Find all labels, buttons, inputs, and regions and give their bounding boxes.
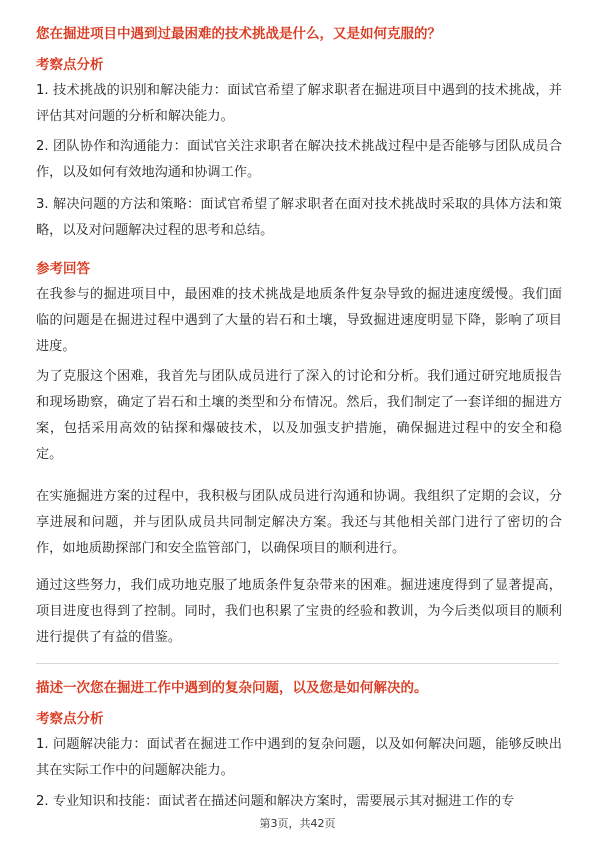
section-divider bbox=[36, 663, 559, 664]
answer-paragraph-4: 通过这些努力，我们成功地克服了地质条件复杂带来的困难。掘进速度得到了显著提高，项目进度也得到了控制。同时，我们也积累了宝贵的经验和教训，为今后类似项目的顺利进行提供了有益的借鉴。 bbox=[36, 578, 562, 645]
answer-paragraph-2: 为了克服这个困难，我首先与团队成员进行了深入的讨论和分析。我们通过研究地质报告和现场勘察，确定了岩石和土壤的类型和分布情况。然后，我们制定了一套详细的掘进方案，包括采用高效的钻探和爆破技术，以及加强支护措施，确保掘进过程中的安全和稳定。 bbox=[36, 369, 562, 462]
question-2-title: 描述一次您在掘进工作中遇到的复杂问题，以及您是如何解决的。 bbox=[36, 680, 428, 696]
answer-paragraph-3: 在实施掘进方案的过程中，我积极与团队成员进行沟通和协调。我组织了定期的会议，分享进展和问题，并与团队成员共同制定解决方案。我还与其他相关部门进行了密切的合作，如地质勘探部门和安全监管部门，以确保项目的顺利进行。 bbox=[36, 489, 562, 556]
answer-heading-1: 参考回答 bbox=[36, 261, 90, 277]
analysis-heading-1: 考察点分析 bbox=[36, 57, 104, 73]
question-1-title: 您在掘进项目中遇到过最困难的技术挑战是什么，又是如何克服的？ bbox=[36, 26, 441, 42]
analysis-item-1-3: 3. 解决问题的方法和策略：面试官希望了解求职者在面对技术挑战时采取的具体方法和策略，以及对问题解决过程的思考和总结。 bbox=[36, 197, 562, 238]
analysis-item-2-1: 1. 问题解决能力：面试者在掘进工作中遇到的复杂问题，以及如何解决问题，能够反映出其在实际工作中的问题解决能力。 bbox=[36, 737, 562, 778]
analysis-item-1-2: 2. 团队协作和沟通能力：面试官关注求职者在解决技术挑战过程中是否能够与团队成员合作，以及如何有效地沟通和协调工作。 bbox=[36, 139, 562, 180]
page-footer: 第3页，共42页 bbox=[259, 817, 336, 830]
analysis-item-2-2: 2. 专业知识和技能：面试者在描述问题和解决方案时，需要展示其对掘进工作的专 bbox=[36, 794, 515, 809]
analysis-item-1-1: 1. 技术挑战的识别和解决能力：面试官希望了解求职者在掘进项目中遇到的技术挑战，并评估其对问题的分析和解决能力。 bbox=[36, 83, 562, 124]
answer-paragraph-1: 在我参与的掘进项目中，最困难的技术挑战是地质条件复杂导致的掘进速度缓慢。我们面临的问题是在掘进过程中遇到了大量的岩石和土壤，导致掘进速度明显下降，影响了项目进度。 bbox=[36, 287, 562, 354]
analysis-heading-2: 考察点分析 bbox=[36, 711, 104, 727]
